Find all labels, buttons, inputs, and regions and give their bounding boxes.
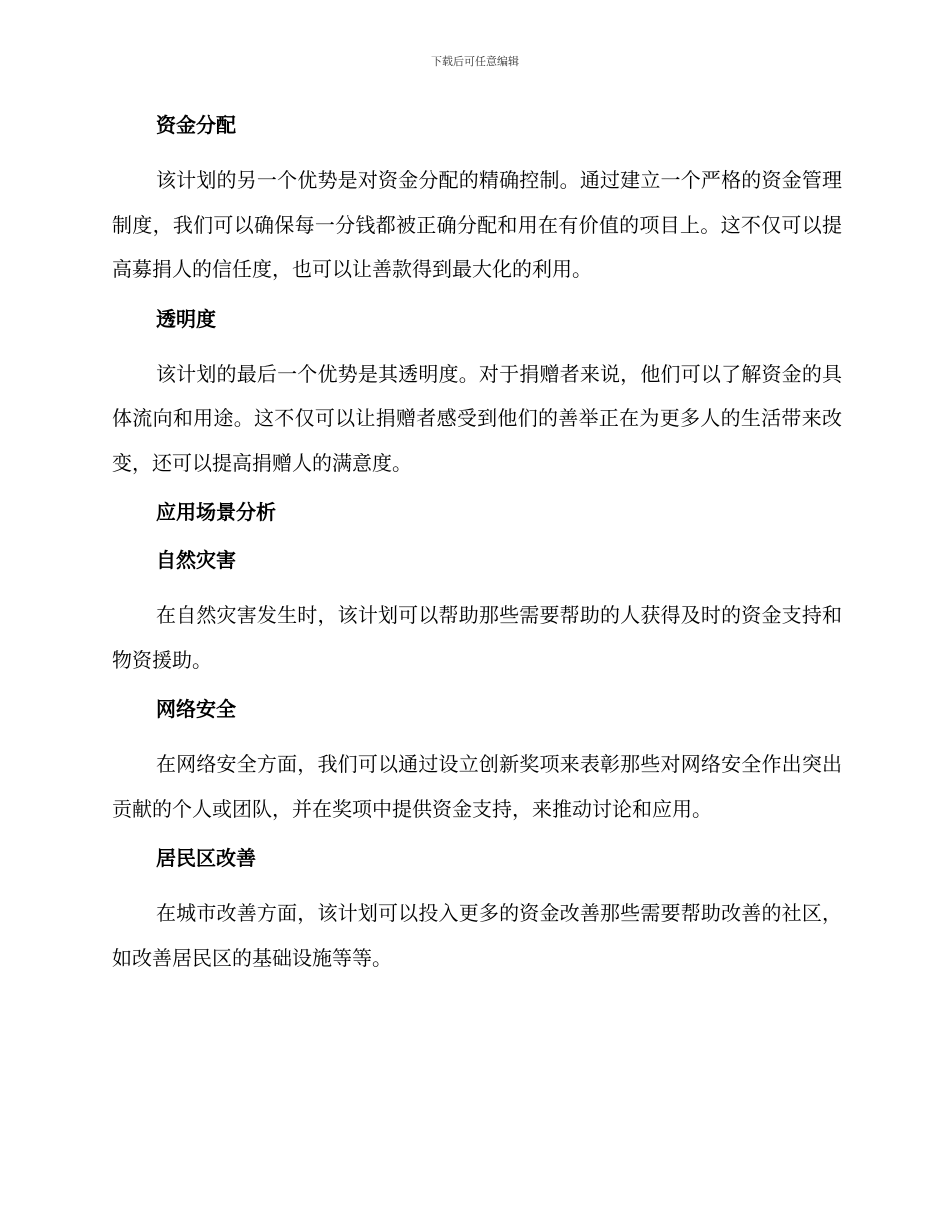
section-paragraph-cybersecurity: 在网络安全方面，我们可以通过设立创新奖项来表彰那些对网络安全作出突出贡献的个人或团队，并在奖项中提供资金支持，来推动讨论和应用。 — [112, 752, 842, 821]
document-body — [112, 110, 842, 980]
section-paragraph-residential-improvement: 在城市改善方面，该计划可以投入更多的资金改善那些需要帮助改善的社区，如改善居民区的基础设施等等。 — [112, 901, 842, 970]
section-heading-transparency: 透明度 — [156, 306, 216, 331]
section-heading-application-scenarios: 应用场景分析 — [156, 500, 276, 524]
section-heading-natural-disaster: 自然灾害 — [156, 548, 236, 572]
page-header: 下载后可任意编辑 — [431, 55, 519, 68]
section-paragraph-transparency: 该计划的最后一个优势是其透明度。对于捐赠者来说，他们可以了解资金的具体流向和用途。这不仅可以让捐赠者感受到他们的善举正在为更多人的生活带来改变，还可以提高捐赠人的满意度。 — [112, 361, 842, 475]
section-heading-residential-improvement: 居民区改善 — [156, 846, 256, 870]
section-heading-funding: 资金分配 — [156, 113, 236, 137]
section-paragraph-natural-disaster: 在自然灾害发生时，该计划可以帮助那些需要帮助的人获得及时的资金支持和物资援助。 — [112, 603, 842, 672]
section-paragraph-funding: 该计划的另一个优势是对资金分配的精确控制。通过建立一个严格的资金管理制度，我们可以确保每一分钱都被正确分配和用在有价值的项目上。这不仅可以提高募捐人的信任度，也可以让善款得到最大化的利用。 — [112, 168, 842, 281]
section-heading-cybersecurity: 网络安全 — [156, 697, 236, 721]
